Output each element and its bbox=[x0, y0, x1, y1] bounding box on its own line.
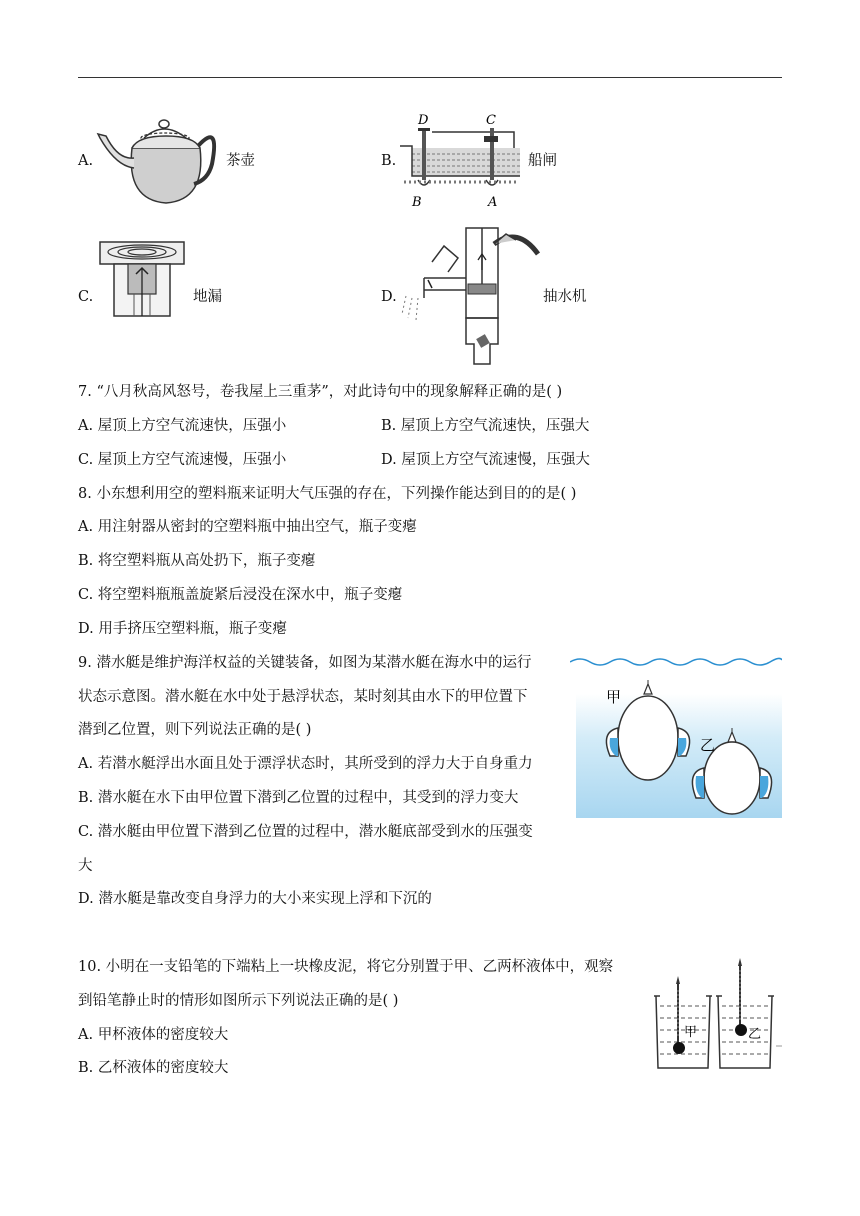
q9-stem-line2: 状态示意图。潜水艇在水中处于悬浮状态，某时刻其由水下的甲位置下 bbox=[78, 689, 528, 705]
ship-lock-figure bbox=[398, 110, 526, 210]
beaker-yi bbox=[716, 958, 774, 1068]
q9-option-b: B. 潜水艇在水下由甲位置下潜到乙位置的过程中，其受到的浮力变大 bbox=[78, 790, 519, 806]
submarine-jia-label: 甲 bbox=[606, 688, 622, 706]
option-a-label: 茶壶 bbox=[226, 153, 255, 169]
q8-option-b: B. 将空塑料瓶从高处扔下，瓶子变瘪 bbox=[78, 553, 316, 569]
beaker-jia-label: 甲 bbox=[684, 1025, 698, 1040]
q9-stem-line3: 潜到乙位置，则下列说法正确的是( ) bbox=[78, 722, 312, 738]
q8-stem: 8. 小东想利用空的塑料瓶来证明大气压强的存在，下列操作能达到目的的是( ) bbox=[78, 486, 577, 502]
q7-option-b: B. 屋顶上方空气流速快，压强大 bbox=[381, 418, 590, 434]
q8-option-c: C. 将空塑料瓶瓶盖旋紧后浸没在深水中，瓶子变瘪 bbox=[78, 587, 403, 603]
q9-stem-line1: 9. 潜水艇是维护海洋权益的关键装备，如图为某潜水艇在海水中的运行 bbox=[78, 655, 532, 671]
water-pump-figure bbox=[398, 218, 544, 368]
option-c-label: 地漏 bbox=[193, 289, 222, 305]
q9-option-a: A. 若潜水艇浮出水面且处于漂浮状态时，其所受到的浮力大于自身重力 bbox=[78, 756, 533, 772]
floor-drain-figure bbox=[96, 240, 188, 318]
q9-option-d: D. 潜水艇是靠改变自身浮力的大小来实现上浮和下沉的 bbox=[78, 891, 432, 907]
beaker-yi-label: 乙 bbox=[748, 1027, 762, 1042]
q10-stem-line2: 到铅笔静止时的情形如图所示下列说法正确的是( ) bbox=[78, 993, 399, 1009]
q9-option-c-line2: 大 bbox=[78, 858, 93, 874]
lock-label-a: A bbox=[488, 195, 498, 210]
option-b-label: 船闸 bbox=[528, 153, 557, 169]
lock-label-d: D bbox=[418, 113, 429, 128]
submarine-figure bbox=[570, 650, 782, 818]
lock-label-b: B bbox=[412, 195, 422, 210]
q7-option-c: C. 屋顶上方空气流速慢，压强小 bbox=[78, 452, 287, 468]
submarine-yi-label: 乙 bbox=[700, 736, 716, 754]
q8-option-d: D. 用手挤压空塑料瓶，瓶子变瘪 bbox=[78, 621, 287, 637]
lock-label-c: C bbox=[486, 113, 496, 128]
q10-option-b: B. 乙杯液体的密度较大 bbox=[78, 1060, 229, 1076]
option-d-letter: D. bbox=[381, 289, 397, 305]
option-c-letter: C. bbox=[78, 289, 94, 305]
header-rule bbox=[78, 77, 782, 78]
q7-option-a: A. 屋顶上方空气流速快，压强小 bbox=[78, 418, 287, 434]
q10-option-a: A. 甲杯液体的密度较大 bbox=[78, 1027, 229, 1043]
q8-option-a: A. 用注射器从密封的空塑料瓶中抽出空气，瓶子变瘪 bbox=[78, 519, 417, 535]
q9-option-c-line1: C. 潜水艇由甲位置下潜到乙位置的过程中，潜水艇底部受到水的压强变 bbox=[78, 824, 533, 840]
beaker-jia bbox=[654, 976, 712, 1068]
q7-option-d: D. 屋顶上方空气流速慢，压强大 bbox=[381, 452, 590, 468]
beakers-figure bbox=[648, 956, 782, 1072]
q10-stem-line1: 10. 小明在一支铅笔的下端粘上一块橡皮泥，将它分别置于甲、乙两杯液体中，观察 bbox=[78, 959, 614, 975]
teapot-figure bbox=[94, 108, 222, 210]
option-b-letter: B. bbox=[381, 153, 397, 169]
option-a-letter: A. bbox=[78, 153, 94, 169]
option-d-label: 抽水机 bbox=[543, 289, 587, 305]
q7-stem: 7. “八月秋高风怒号，卷我屋上三重茅”，对此诗句中的现象解释正确的是( ) bbox=[78, 384, 563, 400]
